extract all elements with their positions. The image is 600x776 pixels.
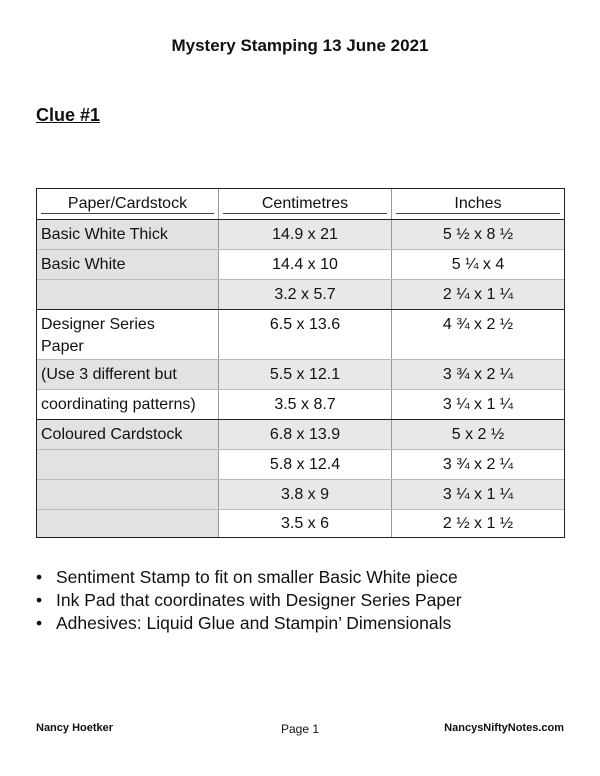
group-divider bbox=[37, 309, 564, 310]
header-paper-label: Paper/Cardstock bbox=[67, 195, 188, 212]
list-item-text: Ink Pad that coordinates with Designer Series Paper bbox=[56, 590, 462, 610]
row-label: coordinating patterns) bbox=[41, 396, 196, 413]
header-cm-label: Centimetres bbox=[261, 195, 349, 212]
row-cm: 3.8 x 9 bbox=[280, 486, 330, 503]
header-paper bbox=[37, 189, 218, 219]
row-cm: 6.8 x 13.9 bbox=[269, 426, 341, 443]
row-label: (Use 3 different but bbox=[41, 366, 177, 383]
bullet-icon: • bbox=[36, 613, 43, 633]
page-title: Mystery Stamping 13 June 2021 bbox=[171, 36, 429, 55]
row-cm: 3.5 x 6 bbox=[280, 515, 330, 532]
row-in: 5 x 2 ½ bbox=[451, 426, 505, 443]
bullet-icon: • bbox=[36, 567, 43, 587]
row-in: 3 ¾ x 2 ¼ bbox=[442, 366, 514, 383]
row-in: 3 ¼ x 1 ¼ bbox=[442, 486, 514, 503]
dimensions-table bbox=[36, 188, 565, 538]
list-item bbox=[36, 612, 462, 635]
row-divider bbox=[37, 509, 564, 510]
header-in-label: Inches bbox=[454, 195, 502, 212]
supply-list bbox=[36, 566, 462, 635]
footer-page-number: Page 1 bbox=[280, 722, 320, 736]
row-divider bbox=[37, 449, 564, 450]
row-divider bbox=[37, 249, 564, 250]
row-cm: 14.9 x 21 bbox=[272, 226, 338, 243]
row-divider bbox=[37, 359, 564, 360]
row-in: 2 ¼ x 1 ¼ bbox=[442, 286, 514, 303]
row-divider bbox=[37, 389, 564, 390]
row-cm: 3.2 x 5.7 bbox=[274, 286, 336, 303]
row-cm: 14.4 x 10 bbox=[272, 256, 338, 273]
header-inches bbox=[392, 189, 564, 219]
row-divider bbox=[37, 479, 564, 480]
row-label: Designer Series Paper bbox=[41, 316, 155, 355]
row-in: 3 ¾ x 2 ¼ bbox=[442, 456, 514, 473]
row-cm: 6.5 x 13.6 bbox=[269, 316, 341, 333]
clue-heading: Clue #1 bbox=[36, 105, 101, 125]
row-divider bbox=[37, 279, 564, 280]
row-in: 5 ¼ x 4 bbox=[451, 256, 505, 273]
list-item-text: Sentiment Stamp to fit on smaller Basic White piece bbox=[56, 567, 458, 587]
column-divider bbox=[391, 189, 392, 537]
row-in: 2 ½ x 1 ½ bbox=[442, 515, 514, 532]
group-divider bbox=[37, 419, 564, 420]
list-item-text: Adhesives: Liquid Glue and Stampin’ Dimensionals bbox=[56, 613, 452, 633]
column-divider bbox=[218, 189, 219, 537]
row-cm: 5.5 x 12.1 bbox=[269, 366, 341, 383]
row-label: Coloured Cardstock bbox=[41, 426, 183, 443]
row-in: 5 ½ x 8 ½ bbox=[442, 226, 514, 243]
row-in: 4 ¾ x 2 ½ bbox=[442, 316, 514, 333]
row-label: Basic White bbox=[41, 256, 126, 273]
footer-website: NancysNiftyNotes.com bbox=[444, 722, 564, 734]
bullet-icon: • bbox=[36, 590, 43, 610]
list-item bbox=[36, 566, 462, 589]
header-divider bbox=[37, 219, 564, 220]
header-centimetres bbox=[219, 189, 391, 219]
row-cm: 5.8 x 12.4 bbox=[269, 456, 341, 473]
list-item bbox=[36, 589, 462, 612]
row-label: Basic White Thick bbox=[41, 226, 168, 243]
row-in: 3 ¼ x 1 ¼ bbox=[442, 396, 514, 413]
footer-author: Nancy Hoetker bbox=[36, 722, 114, 734]
row-cm: 3.5 x 8.7 bbox=[274, 396, 336, 413]
